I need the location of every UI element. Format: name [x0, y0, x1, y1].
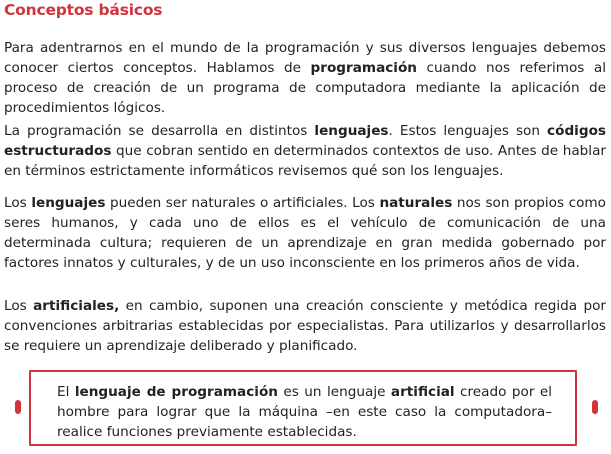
- text-run: El: [57, 384, 75, 400]
- callout-right-marker: [592, 400, 598, 414]
- text-run: Los: [4, 195, 32, 211]
- text-run: creado por el hombre para lograr que la máquina –en este caso la computadora– realice funciones previamente establecidas.: [57, 384, 553, 440]
- text-run: es un lenguaje: [277, 384, 391, 400]
- text-run: pueden ser naturales o artificiales. Los: [105, 195, 380, 211]
- text-run: Para adentrarnos en el mundo de la programación y sus diversos lenguajes debemos conocer ciertos conceptos. Hablamos de: [4, 40, 606, 76]
- text-run: cuando nos referimos al proceso de creación de un programa de computadora mediante la aplicación de procedimientos lógicos.: [4, 60, 606, 116]
- callout-text: [57, 382, 552, 442]
- bold-term: artificiales,: [33, 298, 120, 314]
- text-run: en cambio, suponen una creación consciente y metódica regida por convenciones arbitrarias establecidas por especialistas. Para utilizarlos y desarrollarlos se requiere un aprendizaje deliberado y planificado.: [4, 298, 606, 354]
- text-run: Los: [4, 298, 34, 314]
- bold-term: programación: [310, 60, 417, 76]
- paragraph-lenguajes: [4, 121, 606, 181]
- bold-term: lenguajes: [31, 195, 106, 211]
- paragraph-artificiales: [4, 296, 606, 356]
- bold-term: artificial: [390, 384, 455, 400]
- bold-term: naturales: [379, 195, 453, 211]
- text-run: nos son propios como seres humanos, y cada uno de ellos es el vehículo de comunicación de una determinada cultura; requieren de un aprendizaje en gran medida gobernado por factores innatos y culturales, y de un uso inconsciente en los primeros años de vida.: [4, 195, 606, 271]
- text-run: La programación se desarrolla en distintos: [4, 123, 315, 139]
- bold-term: lenguajes: [314, 123, 389, 139]
- text-run: que cobran sentido en determinados contextos de uso. Antes de hablar en términos estrictamente informáticos revisemos qué son los lenguajes.: [4, 143, 606, 179]
- text-run: . Estos lenguajes son: [388, 123, 548, 139]
- callout-left-marker: [15, 400, 21, 414]
- section-heading: Conceptos básicos: [4, 1, 163, 19]
- bold-term: lenguaje de programación: [74, 384, 278, 400]
- paragraph-programacion: [4, 38, 606, 118]
- definition-callout: [29, 370, 577, 446]
- paragraph-naturales: [4, 193, 606, 273]
- bold-term: códigos estructurados: [4, 123, 606, 159]
